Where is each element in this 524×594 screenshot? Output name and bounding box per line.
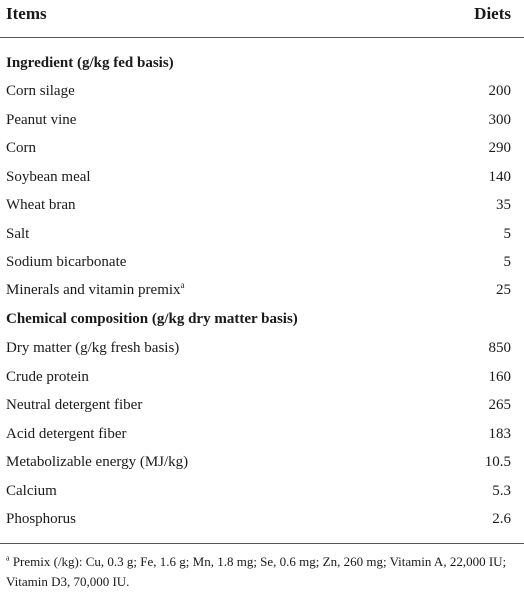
diets-column-header: Diets (474, 4, 511, 23)
row-value: 183 (488, 426, 511, 442)
row-label: Corn silage (6, 83, 75, 99)
row-value: 300 (488, 112, 511, 128)
table-row (0, 420, 524, 448)
table-row (0, 191, 524, 219)
table-row (0, 363, 524, 391)
table-row (0, 220, 524, 248)
table-row (0, 391, 524, 419)
table-row (0, 77, 524, 105)
row-value: 5 (503, 226, 511, 242)
ingredient-section-heading (0, 49, 524, 77)
row-value: 10.5 (484, 454, 511, 470)
table-row (0, 276, 524, 304)
table-row (0, 248, 524, 276)
table-row (0, 448, 524, 476)
table-row (0, 334, 524, 362)
row-label: Corn (6, 140, 36, 156)
row-value: 290 (488, 140, 511, 156)
row-label: Salt (6, 226, 30, 242)
row-label: Phosphorus (6, 511, 77, 527)
table-row (0, 163, 524, 191)
items-column-header: Items (6, 4, 47, 23)
row-value: 2.6 (492, 511, 511, 527)
row-value: 200 (488, 83, 511, 99)
row-label: Soybean meal (6, 169, 91, 185)
chemical-section-title: Chemical composition (g/kg dry matter basis) (6, 311, 298, 327)
header-divider (0, 37, 524, 38)
row-label: Acid detergent fiber (6, 426, 127, 442)
row-label: Neutral detergent fiber (6, 397, 143, 413)
row-value: 850 (488, 340, 511, 356)
row-label: Metabolizable energy (MJ/kg) (6, 454, 189, 470)
table-row (0, 477, 524, 505)
chemical-section-heading (0, 305, 524, 333)
row-label: Sodium bicarbonate (6, 254, 127, 270)
ingredient-section-title: Ingredient (g/kg fed basis) (6, 55, 174, 71)
row-label: Peanut vine (6, 112, 77, 128)
table-bottom-divider (0, 543, 524, 544)
row-label: Dry matter (g/kg fresh basis) (6, 340, 180, 356)
table-footnote (6, 552, 518, 592)
row-value: 35 (496, 197, 511, 213)
row-label: Wheat bran (6, 197, 76, 213)
table-row (0, 106, 524, 134)
table-row (0, 505, 524, 533)
row-value: 140 (488, 169, 511, 185)
footnote-marker: a (6, 553, 10, 563)
table-row (0, 134, 524, 162)
row-value: 265 (488, 397, 511, 413)
row-value: 160 (488, 369, 511, 385)
footnote-marker: a (180, 280, 185, 290)
row-label: Crude protein (6, 369, 89, 385)
table-header-row (0, 0, 524, 28)
row-label: Calcium (6, 483, 57, 499)
row-value: 5.3 (492, 483, 511, 499)
row-value: 25 (496, 282, 511, 298)
footnote-text: Premix (/kg): Cu, 0.3 g; Fe, 1.6 g; Mn, 1.8 mg; Se, 0.6 mg; Zn, 260 mg; Vitamin A, 22,000 IU; Vitamin D3, 70,000 IU. (6, 554, 507, 589)
row-label-text: Minerals and vitamin premix (6, 282, 181, 298)
row-value: 5 (503, 254, 511, 270)
row-label (6, 276, 185, 304)
